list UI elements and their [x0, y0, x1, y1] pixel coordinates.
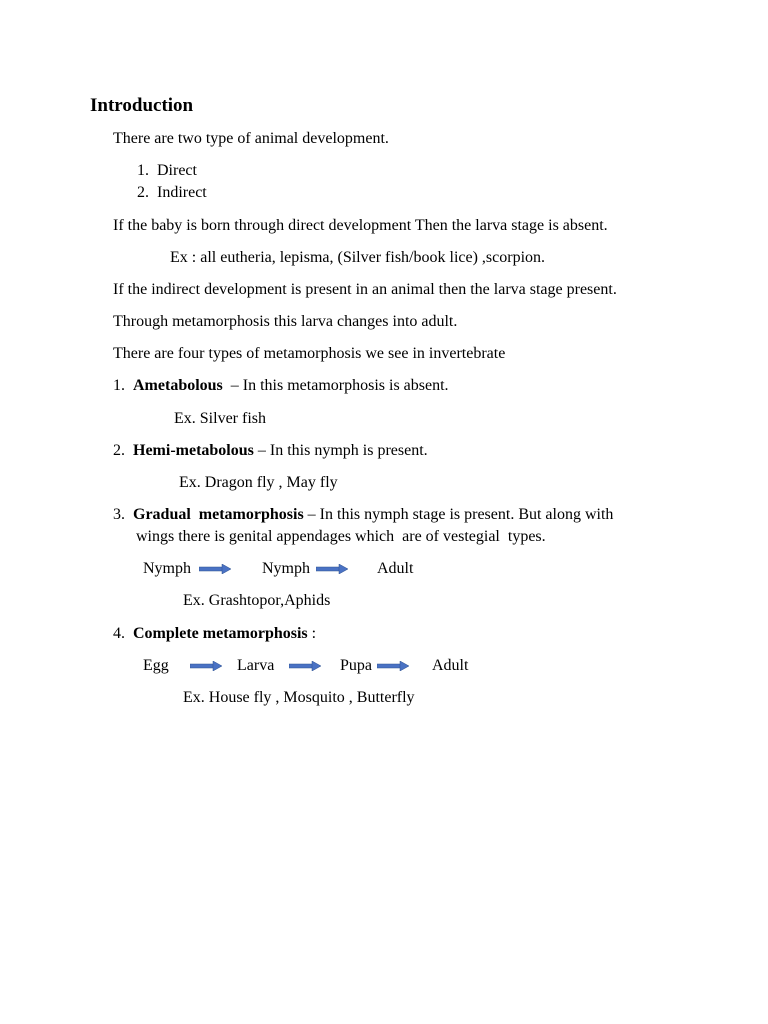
flow-step: Nymph [262, 560, 310, 577]
right-arrow-icon [190, 661, 222, 671]
intro-text: There are two type of animal development. [113, 130, 389, 147]
list-item [137, 161, 197, 181]
list-item [113, 376, 449, 396]
list-item [113, 441, 428, 461]
indirect-development-text: If the indirect development is present in an animal then the larva stage present. [113, 281, 617, 298]
type-example: Ex. Grashtopor,Aphids [183, 592, 331, 609]
four-types-text: There are four types of metamorphosis we see in invertebrate [113, 345, 506, 362]
list-number: 1. [137, 162, 149, 179]
list-label: Direct [157, 162, 197, 179]
list-number: 4. [113, 625, 125, 642]
right-arrow-icon [377, 661, 409, 671]
type-description-continued: wings there is genital appendages which are of vestegial types. [136, 528, 546, 545]
list-label: Indirect [157, 184, 207, 201]
type-example: Ex. House fly , Mosquito , Butterfly [183, 689, 415, 706]
direct-example: Ex : all eutheria, lepisma, (Silver fish/book lice) ,scorpion. [170, 249, 546, 266]
type-description: – In this nymph stage is present. But along with [303, 506, 614, 523]
flow-step: Pupa [340, 657, 372, 674]
list-number: 2. [137, 184, 149, 201]
right-arrow-icon [289, 661, 321, 671]
right-arrow-icon [316, 564, 348, 574]
type-name: Complete metamorphosis [133, 625, 308, 642]
type-example: Ex. Silver fish [174, 410, 266, 427]
type-example: Ex. Dragon fly , May fly [179, 474, 338, 491]
type-name: Hemi-metabolous [133, 442, 254, 459]
list-number: 1. [113, 377, 125, 394]
list-item [113, 505, 613, 525]
right-arrow-icon [199, 564, 231, 574]
type-name: Ametabolous [133, 377, 223, 394]
list-number: 3. [113, 506, 125, 523]
type-description: – In this nymph is present. [253, 442, 428, 459]
metamorphosis-text: Through metamorphosis this larva changes into adult. [113, 313, 458, 330]
flow-step: Adult [377, 560, 414, 577]
list-item [113, 624, 316, 644]
section-heading: Introduction [90, 95, 194, 116]
flow-step: Egg [143, 657, 169, 674]
list-item [137, 183, 207, 203]
type-description: – In this metamorphosis is absent. [222, 377, 449, 394]
flow-step: Larva [237, 657, 275, 674]
type-description: : [307, 625, 317, 642]
type-name: Gradual metamorphosis [133, 506, 304, 523]
flow-step: Adult [432, 657, 469, 674]
direct-development-text: If the baby is born through direct development Then the larva stage is absent. [113, 217, 608, 234]
list-number: 2. [113, 442, 125, 459]
flow-step: Nymph [143, 560, 191, 577]
